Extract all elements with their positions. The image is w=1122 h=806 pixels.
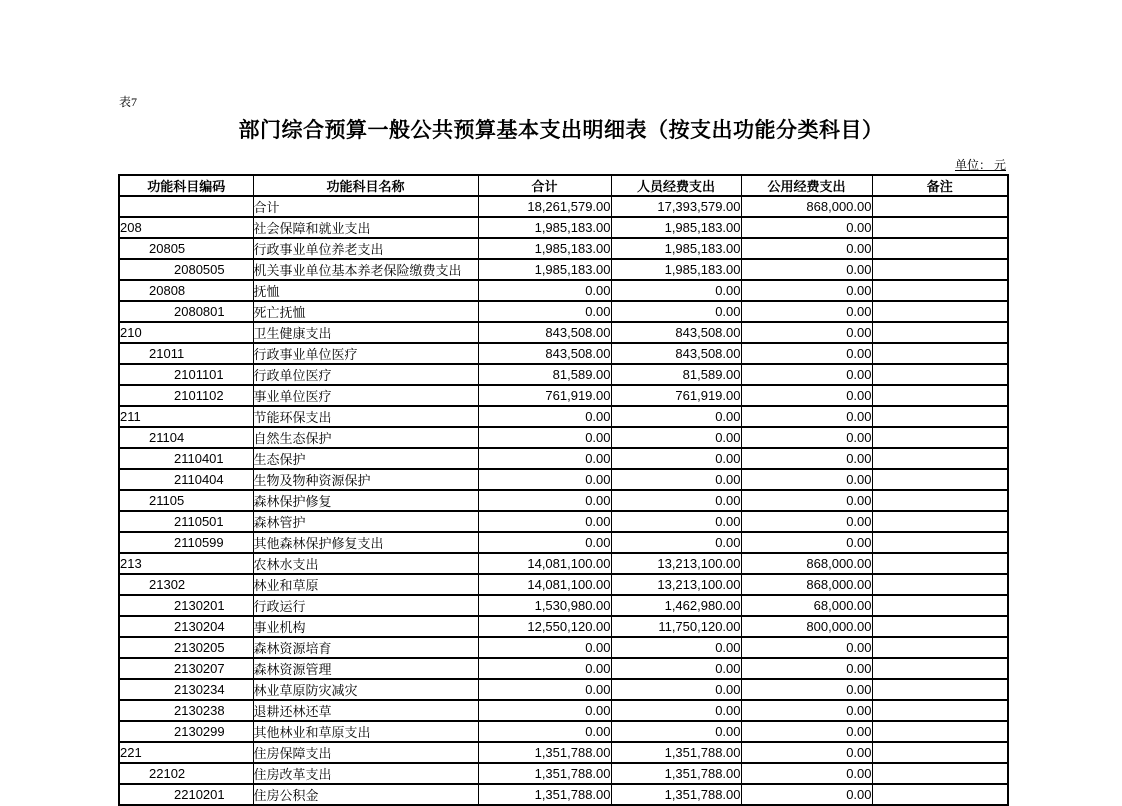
table-row xyxy=(119,616,1008,637)
column-header-public: 公用经费支出 xyxy=(741,175,872,196)
function-code-cell: 2130238 xyxy=(119,700,253,721)
function-name-cell: 行政事业单位医疗 xyxy=(253,343,478,364)
total-cell: 1,985,183.00 xyxy=(478,259,611,280)
page-title: 部门综合预算一般公共预算基本支出明细表（按支出功能分类科目） xyxy=(238,119,884,142)
function-name-cell: 其他森林保护修复支出 xyxy=(253,532,478,553)
function-code-cell: 213 xyxy=(119,553,253,574)
total-cell: 0.00 xyxy=(478,490,611,511)
unit-label: 单位： 元 xyxy=(954,158,1006,172)
function-code-cell: 2110404 xyxy=(119,469,253,490)
total-cell: 0.00 xyxy=(478,427,611,448)
remark-cell xyxy=(872,217,1008,238)
table-row xyxy=(119,280,1008,301)
public-expense-cell: 0.00 xyxy=(741,385,872,406)
public-expense-cell: 868,000.00 xyxy=(741,574,872,595)
personnel-expense-cell: 1,985,183.00 xyxy=(611,259,741,280)
personnel-expense-cell: 761,919.00 xyxy=(611,385,741,406)
function-code-cell: 2130299 xyxy=(119,721,253,742)
personnel-expense-cell: 0.00 xyxy=(611,406,741,427)
function-code-cell: 2130207 xyxy=(119,658,253,679)
remark-cell xyxy=(872,196,1008,217)
remark-cell xyxy=(872,280,1008,301)
function-code-cell: 2110501 xyxy=(119,511,253,532)
table-row xyxy=(119,322,1008,343)
function-code-cell: 211 xyxy=(119,406,253,427)
function-code-cell: 2130201 xyxy=(119,595,253,616)
remark-cell xyxy=(872,658,1008,679)
function-name-cell: 抚恤 xyxy=(253,280,478,301)
total-cell: 0.00 xyxy=(478,658,611,679)
total-cell: 0.00 xyxy=(478,448,611,469)
personnel-expense-cell: 843,508.00 xyxy=(611,343,741,364)
function-name-cell: 事业单位医疗 xyxy=(253,385,478,406)
table-row xyxy=(119,700,1008,721)
function-name-cell: 林业和草原 xyxy=(253,574,478,595)
public-expense-cell: 0.00 xyxy=(741,322,872,343)
public-expense-cell: 0.00 xyxy=(741,448,872,469)
table-row xyxy=(119,595,1008,616)
public-expense-cell: 0.00 xyxy=(741,490,872,511)
sheet-label: 表7 xyxy=(119,95,138,109)
function-name-cell: 事业机构 xyxy=(253,616,478,637)
personnel-expense-cell: 0.00 xyxy=(611,679,741,700)
total-cell: 0.00 xyxy=(478,469,611,490)
budget-table xyxy=(118,174,1009,806)
personnel-expense-cell: 0.00 xyxy=(611,301,741,322)
function-name-cell: 退耕还林还草 xyxy=(253,700,478,721)
personnel-expense-cell: 81,589.00 xyxy=(611,364,741,385)
public-expense-cell: 0.00 xyxy=(741,343,872,364)
function-name-cell: 住房改革支出 xyxy=(253,763,478,784)
public-expense-cell: 800,000.00 xyxy=(741,616,872,637)
remark-cell xyxy=(872,406,1008,427)
public-expense-cell: 0.00 xyxy=(741,721,872,742)
remark-cell xyxy=(872,784,1008,805)
table-row xyxy=(119,469,1008,490)
public-expense-cell: 0.00 xyxy=(741,742,872,763)
function-name-cell: 其他林业和草原支出 xyxy=(253,721,478,742)
public-expense-cell: 0.00 xyxy=(741,301,872,322)
total-cell: 18,261,579.00 xyxy=(478,196,611,217)
table-row xyxy=(119,343,1008,364)
public-expense-cell: 0.00 xyxy=(741,511,872,532)
personnel-expense-cell: 0.00 xyxy=(611,469,741,490)
remark-cell xyxy=(872,637,1008,658)
remark-cell xyxy=(872,679,1008,700)
personnel-expense-cell: 0.00 xyxy=(611,532,741,553)
personnel-expense-cell: 0.00 xyxy=(611,700,741,721)
remark-cell xyxy=(872,238,1008,259)
table-row xyxy=(119,238,1008,259)
table-row xyxy=(119,658,1008,679)
table-row xyxy=(119,406,1008,427)
personnel-expense-cell: 0.00 xyxy=(611,427,741,448)
total-cell: 1,530,980.00 xyxy=(478,595,611,616)
function-code-cell: 21105 xyxy=(119,490,253,511)
public-expense-cell: 0.00 xyxy=(741,406,872,427)
personnel-expense-cell: 0.00 xyxy=(611,637,741,658)
function-code-cell: 22102 xyxy=(119,763,253,784)
table-row xyxy=(119,364,1008,385)
personnel-expense-cell: 11,750,120.00 xyxy=(611,616,741,637)
total-cell: 81,589.00 xyxy=(478,364,611,385)
function-name-cell: 森林资源培育 xyxy=(253,637,478,658)
table-row xyxy=(119,784,1008,805)
public-expense-cell: 0.00 xyxy=(741,469,872,490)
public-expense-cell: 0.00 xyxy=(741,658,872,679)
remark-cell xyxy=(872,343,1008,364)
public-expense-cell: 0.00 xyxy=(741,700,872,721)
personnel-expense-cell: 1,985,183.00 xyxy=(611,238,741,259)
total-cell: 843,508.00 xyxy=(478,343,611,364)
remark-cell xyxy=(872,595,1008,616)
public-expense-cell: 0.00 xyxy=(741,784,872,805)
function-code-cell: 20805 xyxy=(119,238,253,259)
function-name-cell: 住房保障支出 xyxy=(253,742,478,763)
function-name-cell: 社会保障和就业支出 xyxy=(253,217,478,238)
function-name-cell: 合计 xyxy=(253,196,478,217)
function-code-cell: 21302 xyxy=(119,574,253,595)
function-name-cell: 生物及物种资源保护 xyxy=(253,469,478,490)
personnel-expense-cell: 1,985,183.00 xyxy=(611,217,741,238)
public-expense-cell: 868,000.00 xyxy=(741,553,872,574)
remark-cell xyxy=(872,469,1008,490)
function-name-cell: 行政事业单位养老支出 xyxy=(253,238,478,259)
remark-cell xyxy=(872,490,1008,511)
table-row xyxy=(119,532,1008,553)
personnel-expense-cell: 0.00 xyxy=(611,658,741,679)
table-row xyxy=(119,259,1008,280)
total-cell: 0.00 xyxy=(478,301,611,322)
table-row xyxy=(119,196,1008,217)
remark-cell xyxy=(872,448,1008,469)
public-expense-cell: 0.00 xyxy=(741,238,872,259)
remark-cell xyxy=(872,427,1008,448)
remark-cell xyxy=(872,532,1008,553)
function-code-cell xyxy=(119,196,253,217)
total-cell: 0.00 xyxy=(478,532,611,553)
public-expense-cell: 0.00 xyxy=(741,637,872,658)
table-row xyxy=(119,511,1008,532)
public-expense-cell: 0.00 xyxy=(741,280,872,301)
function-name-cell: 机关事业单位基本养老保险缴费支出 xyxy=(253,259,478,280)
table-row xyxy=(119,385,1008,406)
remark-cell xyxy=(872,763,1008,784)
remark-cell xyxy=(872,721,1008,742)
total-cell: 1,351,788.00 xyxy=(478,763,611,784)
function-code-cell: 2130204 xyxy=(119,616,253,637)
total-cell: 0.00 xyxy=(478,721,611,742)
total-cell: 14,081,100.00 xyxy=(478,553,611,574)
total-cell: 0.00 xyxy=(478,511,611,532)
personnel-expense-cell: 0.00 xyxy=(611,511,741,532)
column-header-code: 功能科目编码 xyxy=(119,175,253,196)
table-row xyxy=(119,427,1008,448)
function-code-cell: 20808 xyxy=(119,280,253,301)
personnel-expense-cell: 843,508.00 xyxy=(611,322,741,343)
remark-cell xyxy=(872,700,1008,721)
personnel-expense-cell: 0.00 xyxy=(611,448,741,469)
personnel-expense-cell: 0.00 xyxy=(611,490,741,511)
remark-cell xyxy=(872,742,1008,763)
table-row xyxy=(119,301,1008,322)
personnel-expense-cell: 1,462,980.00 xyxy=(611,595,741,616)
total-cell: 0.00 xyxy=(478,280,611,301)
function-name-cell: 自然生态保护 xyxy=(253,427,478,448)
function-code-cell: 2110599 xyxy=(119,532,253,553)
public-expense-cell: 0.00 xyxy=(741,217,872,238)
remark-cell xyxy=(872,301,1008,322)
table-row xyxy=(119,763,1008,784)
public-expense-cell: 0.00 xyxy=(741,763,872,784)
function-code-cell: 2110401 xyxy=(119,448,253,469)
function-name-cell: 林业草原防灾减灾 xyxy=(253,679,478,700)
column-header-remark: 备注 xyxy=(872,175,1008,196)
total-cell: 12,550,120.00 xyxy=(478,616,611,637)
table-header xyxy=(119,175,1008,196)
table-row xyxy=(119,448,1008,469)
column-header-total: 合计 xyxy=(478,175,611,196)
public-expense-cell: 0.00 xyxy=(741,427,872,448)
personnel-expense-cell: 17,393,579.00 xyxy=(611,196,741,217)
table-row xyxy=(119,490,1008,511)
table-row xyxy=(119,721,1008,742)
table-body xyxy=(119,196,1008,805)
function-name-cell: 住房公积金 xyxy=(253,784,478,805)
personnel-expense-cell: 1,351,788.00 xyxy=(611,742,741,763)
remark-cell xyxy=(872,511,1008,532)
personnel-expense-cell: 1,351,788.00 xyxy=(611,784,741,805)
function-code-cell: 2080505 xyxy=(119,259,253,280)
total-cell: 1,985,183.00 xyxy=(478,217,611,238)
function-code-cell: 2101101 xyxy=(119,364,253,385)
total-cell: 0.00 xyxy=(478,700,611,721)
total-cell: 14,081,100.00 xyxy=(478,574,611,595)
table-row xyxy=(119,574,1008,595)
function-code-cell: 221 xyxy=(119,742,253,763)
personnel-expense-cell: 1,351,788.00 xyxy=(611,763,741,784)
remark-cell xyxy=(872,259,1008,280)
function-code-cell: 2101102 xyxy=(119,385,253,406)
remark-cell xyxy=(872,553,1008,574)
total-cell: 0.00 xyxy=(478,406,611,427)
total-cell: 1,351,788.00 xyxy=(478,784,611,805)
remark-cell xyxy=(872,574,1008,595)
header-row xyxy=(119,175,1008,196)
personnel-expense-cell: 13,213,100.00 xyxy=(611,553,741,574)
remark-cell xyxy=(872,616,1008,637)
total-cell: 761,919.00 xyxy=(478,385,611,406)
remark-cell xyxy=(872,385,1008,406)
total-cell: 1,985,183.00 xyxy=(478,238,611,259)
function-name-cell: 生态保护 xyxy=(253,448,478,469)
public-expense-cell: 868,000.00 xyxy=(741,196,872,217)
function-name-cell: 森林保护修复 xyxy=(253,490,478,511)
function-name-cell: 农林水支出 xyxy=(253,553,478,574)
function-code-cell: 21104 xyxy=(119,427,253,448)
function-name-cell: 森林管护 xyxy=(253,511,478,532)
public-expense-cell: 0.00 xyxy=(741,364,872,385)
total-cell: 1,351,788.00 xyxy=(478,742,611,763)
table-row xyxy=(119,217,1008,238)
function-name-cell: 行政运行 xyxy=(253,595,478,616)
public-expense-cell: 0.00 xyxy=(741,679,872,700)
function-code-cell: 21011 xyxy=(119,343,253,364)
total-cell: 0.00 xyxy=(478,637,611,658)
function-code-cell: 208 xyxy=(119,217,253,238)
function-name-cell: 节能环保支出 xyxy=(253,406,478,427)
column-header-name: 功能科目名称 xyxy=(253,175,478,196)
function-name-cell: 死亡抚恤 xyxy=(253,301,478,322)
public-expense-cell: 68,000.00 xyxy=(741,595,872,616)
column-header-personnel: 人员经费支出 xyxy=(611,175,741,196)
function-code-cell: 210 xyxy=(119,322,253,343)
personnel-expense-cell: 13,213,100.00 xyxy=(611,574,741,595)
function-name-cell: 森林资源管理 xyxy=(253,658,478,679)
remark-cell xyxy=(872,364,1008,385)
table-row xyxy=(119,637,1008,658)
personnel-expense-cell: 0.00 xyxy=(611,721,741,742)
table-row xyxy=(119,679,1008,700)
remark-cell xyxy=(872,322,1008,343)
total-cell: 0.00 xyxy=(478,679,611,700)
function-code-cell: 2130205 xyxy=(119,637,253,658)
function-code-cell: 2210201 xyxy=(119,784,253,805)
function-code-cell: 2080801 xyxy=(119,301,253,322)
function-name-cell: 卫生健康支出 xyxy=(253,322,478,343)
function-name-cell: 行政单位医疗 xyxy=(253,364,478,385)
personnel-expense-cell: 0.00 xyxy=(611,280,741,301)
public-expense-cell: 0.00 xyxy=(741,532,872,553)
table-row xyxy=(119,553,1008,574)
total-cell: 843,508.00 xyxy=(478,322,611,343)
table-row xyxy=(119,742,1008,763)
public-expense-cell: 0.00 xyxy=(741,259,872,280)
function-code-cell: 2130234 xyxy=(119,679,253,700)
